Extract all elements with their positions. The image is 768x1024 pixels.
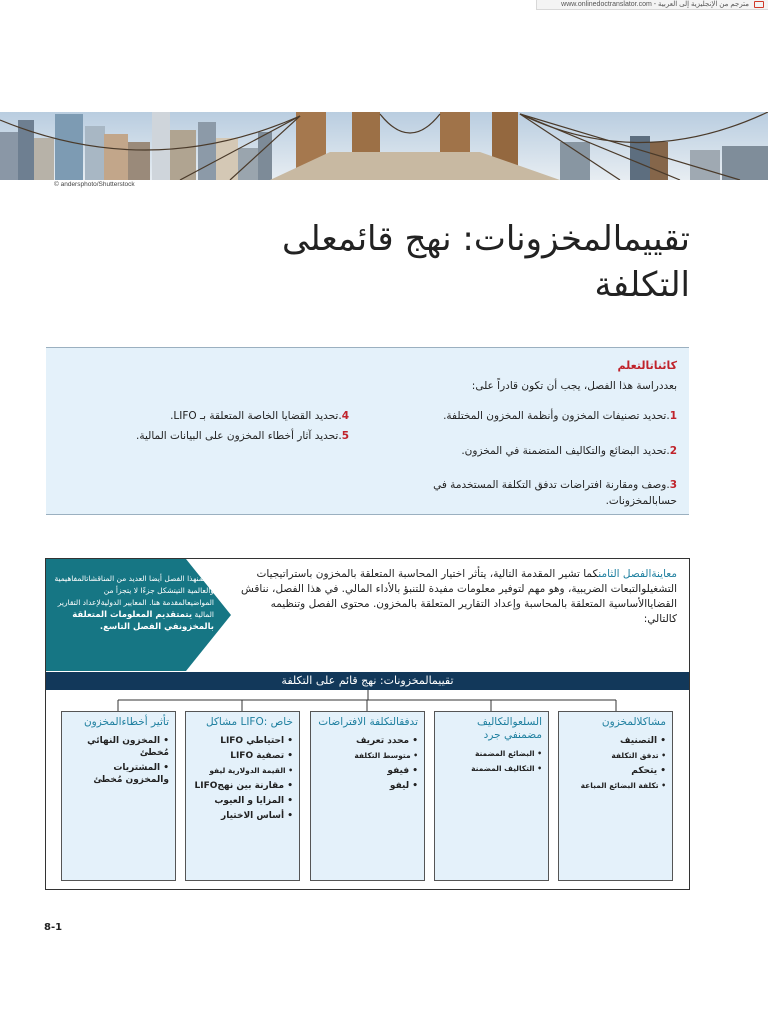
- list-item: • التكاليف المضمنة: [441, 763, 542, 775]
- org-box-inventory-issues: [558, 711, 673, 881]
- bridge-skyline-image: [0, 112, 768, 180]
- box-title: خاص :LIFO مشاكل: [205, 716, 293, 728]
- objectives-intro: بعددراسة هذا الفصل، يجب أن تكون قادراً على:: [471, 380, 677, 392]
- box-list: [192, 735, 293, 822]
- org-chart-root: تقييمالمخزونات: نهج قائم على التكلفة: [46, 672, 689, 690]
- objective-item-2: [397, 443, 677, 459]
- list-item: • احتياطي LIFO: [192, 735, 293, 747]
- objective-number: 2: [669, 445, 677, 457]
- objective-text: .تحديد القضايا الخاصة المتعلقة بـ LIFO.: [170, 410, 342, 422]
- box-list: [68, 735, 169, 786]
- list-item: • البضائع المضمنة: [441, 748, 542, 760]
- ifrs-note-text: [54, 573, 214, 633]
- objective-text: .تحديد البضائع والتكاليف المتضمنة في المخزون.: [461, 445, 670, 457]
- box-title: مشاكلالمخزون: [601, 716, 666, 728]
- list-item: • تكلفة البضائع المباعة: [565, 780, 666, 792]
- list-item: • تصفية LIFO: [192, 750, 293, 762]
- list-item: • ليفو: [317, 780, 418, 792]
- list-item: • التصنيف: [565, 735, 666, 747]
- banner-photo: [0, 112, 768, 180]
- objective-text: .وصف ومقارنة افتراضات تدفق التكلفة المستخدمة في حسابالمخزونات.: [433, 479, 677, 507]
- org-box-cost-flow-assumptions: [310, 711, 425, 881]
- objective-item-1: [397, 408, 677, 424]
- list-item: • مقارنة بين نهجLIFO: [192, 780, 293, 792]
- box-list: [441, 748, 542, 775]
- objective-number: 4: [341, 410, 349, 422]
- objective-number: 5: [341, 430, 349, 442]
- list-item: • المزايا و العيوب: [192, 795, 293, 807]
- org-chart-connectors: [46, 690, 689, 712]
- objectives-heading: كائناتالتعلم: [617, 359, 677, 372]
- org-box-lifo-issues: [185, 711, 300, 881]
- chapter-title: تقييمالمخزونات: نهج قائمعلى التكلفة: [281, 219, 690, 305]
- preview-lead: معاينةالفصل الثامن: [598, 568, 677, 580]
- box-list: [317, 735, 418, 792]
- translator-link[interactable]: www.onlinedoctranslator.com - مترجم من الإنجليزية إلى العربية: [561, 1, 750, 8]
- objective-item-4: [59, 408, 349, 424]
- objective-text: .تحديد تصنيفات المخزون وأنظمة المخزون المختلفة.: [443, 410, 670, 422]
- list-item: • يتحكم: [565, 765, 666, 777]
- preview-body: كما تشير المقدمة التالية، يتأثر اختيار المحاسبة المتعلقة بالمخزون باستراتيجيات التشغيلوالتبعات الضريبية، وهو مهم لتوفير معلومات مفيدة للتنبؤ بالأداء المالي. في هذا الفصل، نناقش القضاياالأساسية المتعلقة بالمحاسبة وإعداد التقارير المتعلقة بالمخزون. محتوى الفصل وتنظيمه كالتالي:: [241, 568, 677, 625]
- list-item: • تدفق التكلفة: [565, 750, 666, 762]
- ifrs-note-strong: يتمتقديم المعلومات المتعلقة بالمخزونفي الفصل التاسع.: [72, 610, 214, 632]
- list-item: • المشتريات والمخزون مُخطئ: [68, 762, 169, 786]
- ifrs-note-arrow: [46, 559, 231, 671]
- chapter-preview-frame: [45, 558, 690, 890]
- ifrs-note-body: يتضمنهذا الفصل أيضا العديد من المناقشاتالمفاهيمية والعالمية التيتشكل جزءًا لا يتجزأ من المواضيعالمقدمة هنا. المعايير الدوليةلإعداد التقارير المالية: [54, 574, 214, 619]
- box-title: تأثير أخطاءالمخزون: [83, 716, 169, 728]
- box-title: السلعوالتكاليف مضمنفي جرد: [477, 716, 542, 741]
- objective-item-5: [59, 428, 349, 444]
- org-box-inventory-errors: [61, 711, 176, 881]
- list-item: • المخزون النهائي مُخطئ: [68, 735, 169, 759]
- translator-bar[interactable]: [536, 0, 768, 10]
- chapter-preview-text: [237, 567, 677, 627]
- org-box-goods-and-costs: [434, 711, 549, 881]
- learning-objectives-box: [46, 347, 689, 515]
- box-list: [565, 735, 666, 792]
- objective-number: 3: [669, 479, 677, 491]
- objective-item-3: [397, 477, 677, 509]
- box-title: تدفقالتكلفة الافتراضات: [318, 716, 418, 728]
- list-item: • أساس الاختيار: [192, 810, 293, 822]
- list-item: • محدد تعريف: [317, 735, 418, 747]
- list-item: • القيمة الدولارية ليفو: [192, 765, 293, 777]
- photo-credit: © andersphoto/Shutterstock: [54, 181, 135, 188]
- page-number: 8-1: [44, 922, 63, 933]
- objective-number: 1: [669, 410, 677, 422]
- list-item: • فيفو: [317, 765, 418, 777]
- list-item: • متوسط التكلفة: [317, 750, 418, 762]
- objective-text: .تحديد آثار أخطاء المخزون على البيانات المالية.: [135, 430, 342, 442]
- translator-icon: [754, 1, 764, 8]
